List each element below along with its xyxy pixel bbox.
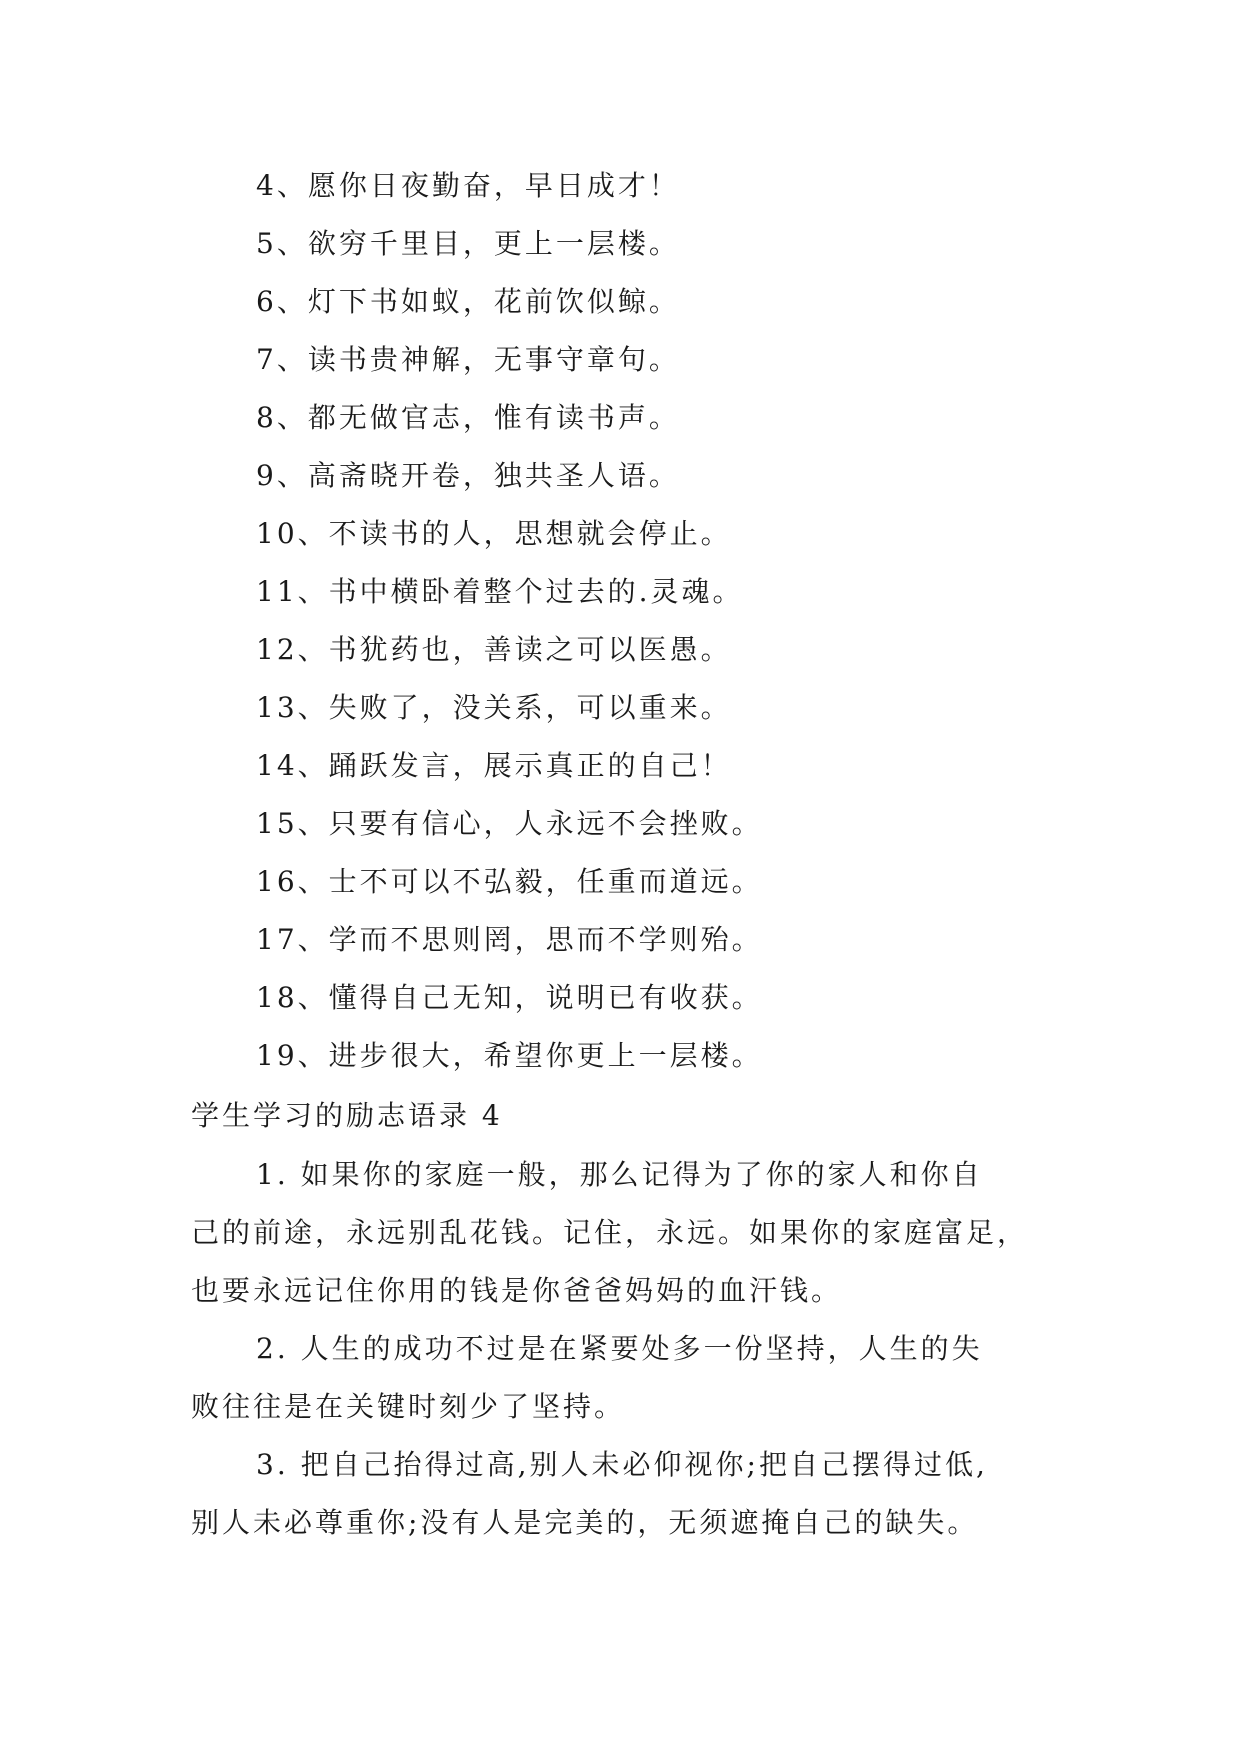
list-item: 5、欲穷千里目，更上一层楼。	[256, 227, 680, 260]
paragraph-3-line-1: 3. 把自己抬得过高,别人未必仰视你;把自己摆得过低,	[256, 1448, 988, 1481]
paragraph-1-line-2: 己的前途，永远别乱花钱。记住，永远。如果你的家庭富足，	[191, 1216, 1029, 1249]
paragraph-1-line-1: 1. 如果你的家庭一般，那么记得为了你的家人和你自	[256, 1158, 983, 1191]
paragraph-1-line-3: 也要永远记住你用的钱是你爸爸妈妈的血汗钱。	[191, 1274, 843, 1307]
list-item: 11、书中横卧着整个过去的.灵魂。	[256, 575, 744, 608]
paragraph-3-line-2: 别人未必尊重你;没有人是完美的，无须遮掩自己的缺失。	[191, 1506, 979, 1539]
list-item: 14、踊跃发言，展示真正的自己！	[256, 749, 732, 782]
list-item: 15、只要有信心，人永远不会挫败。	[256, 807, 763, 840]
section-heading: 学生学习的励志语录 4	[191, 1099, 503, 1132]
list-item: 17、学而不思则罔，思而不学则殆。	[256, 923, 763, 956]
list-item: 7、读书贵神解，无事守章句。	[256, 343, 680, 376]
list-item: 19、进步很大，希望你更上一层楼。	[256, 1039, 763, 1072]
list-item: 12、书犹药也，善读之可以医愚。	[256, 633, 732, 666]
paragraph-2-line-1: 2. 人生的成功不过是在紧要处多一份坚持，人生的失	[256, 1332, 983, 1365]
list-item: 4、愿你日夜勤奋，早日成才！	[256, 169, 680, 202]
list-item: 10、不读书的人，思想就会停止。	[256, 517, 732, 550]
list-item: 18、懂得自己无知，说明已有收获。	[256, 981, 763, 1014]
list-item: 13、失败了，没关系，可以重来。	[256, 691, 732, 724]
list-item: 16、士不可以不弘毅，任重而道远。	[256, 865, 763, 898]
list-item: 6、灯下书如蚁，花前饮似鲸。	[256, 285, 680, 318]
paragraph-2-line-2: 败往往是在关键时刻少了坚持。	[191, 1390, 626, 1423]
list-item: 8、都无做官志，惟有读书声。	[256, 401, 680, 434]
list-item: 9、高斋晓开卷，独共圣人语。	[256, 459, 680, 492]
